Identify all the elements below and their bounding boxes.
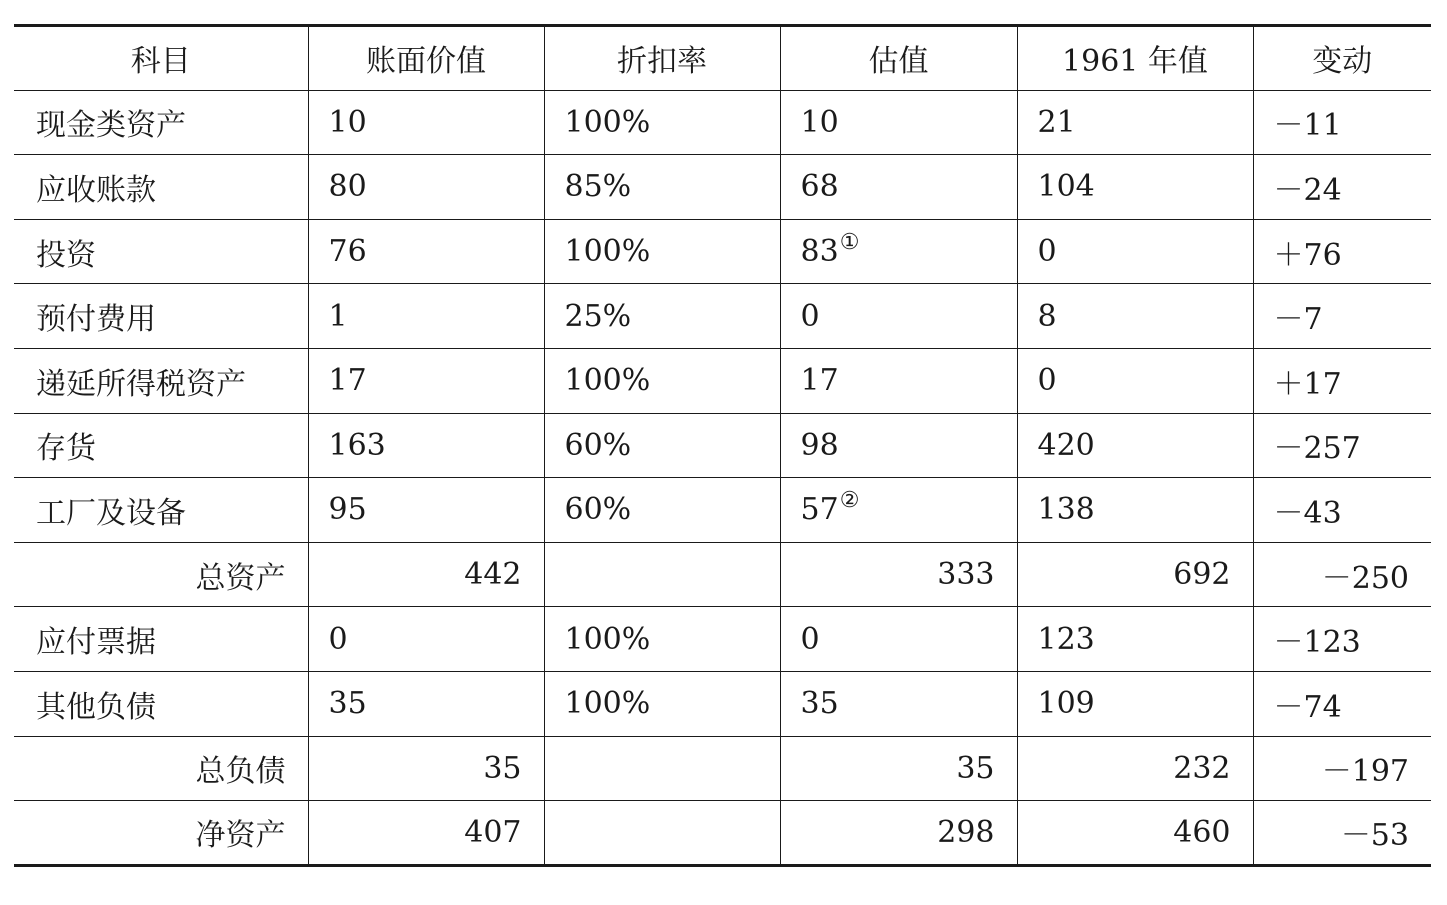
change-cell: ＋76 [1253, 219, 1431, 284]
discount-rate-cell: 60% [544, 478, 780, 543]
change-cell: －257 [1253, 413, 1431, 478]
subtotal-row [14, 542, 1431, 607]
table-row [14, 219, 1431, 284]
header-book-value: 账面价值 [308, 26, 544, 91]
account-cell: 存货 [14, 413, 308, 478]
discount-rate-cell: 85% [544, 155, 780, 220]
estimated-value-cell [780, 284, 1017, 349]
change-cell: －7 [1253, 284, 1431, 349]
estimated-value-cell [780, 90, 1017, 155]
change-cell: －43 [1253, 478, 1431, 543]
discount-rate-cell: 100% [544, 348, 780, 413]
estimated-value-text: 83 [800, 234, 839, 270]
table-row [14, 348, 1431, 413]
change-cell: －11 [1253, 90, 1431, 155]
change-cell: －53 [1253, 801, 1431, 866]
discount-rate-cell [544, 736, 780, 801]
discount-rate-cell: 100% [544, 607, 780, 672]
table-row [14, 284, 1431, 349]
value-1961-cell: 0 [1017, 348, 1253, 413]
header-account: 科目 [130, 44, 191, 80]
change-cell: －24 [1253, 155, 1431, 220]
book-value-cell: 407 [308, 801, 544, 866]
book-value-cell: 76 [308, 219, 544, 284]
header-change: 变动 [1253, 26, 1431, 91]
book-value-cell: 17 [308, 348, 544, 413]
table-row [14, 478, 1431, 543]
value-1961-cell: 21 [1017, 90, 1253, 155]
value-1961-cell: 420 [1017, 413, 1253, 478]
estimated-value-cell [780, 607, 1017, 672]
estimated-value-text: 0 [800, 298, 820, 334]
subtotal-row [14, 801, 1431, 866]
estimated-value-cell [780, 413, 1017, 478]
table-row [14, 155, 1431, 220]
account-cell: 应收账款 [14, 155, 308, 220]
value-1961-cell: 109 [1017, 671, 1253, 736]
table-row [14, 413, 1431, 478]
book-value-cell: 442 [308, 542, 544, 607]
discount-rate-cell: 100% [544, 219, 780, 284]
estimated-value-text: 333 [937, 557, 995, 593]
discount-rate-cell: 25% [544, 284, 780, 349]
subtotal-row [14, 736, 1431, 801]
header-1961-value: 1961 年值 [1017, 26, 1253, 91]
table-body [14, 90, 1431, 865]
account-cell: 净资产 [14, 801, 308, 866]
account-cell: 预付费用 [14, 284, 308, 349]
discount-rate-cell: 100% [544, 671, 780, 736]
estimated-value-cell [780, 348, 1017, 413]
account-cell: 总负债 [14, 736, 308, 801]
estimated-value-cell [780, 801, 1017, 866]
change-cell: －197 [1253, 736, 1431, 801]
change-cell: －123 [1253, 607, 1431, 672]
account-cell: 投资 [14, 219, 308, 284]
discount-rate-cell: 100% [544, 90, 780, 155]
balance-sheet-valuation [14, 24, 1431, 867]
table-row [14, 607, 1431, 672]
book-value-cell: 95 [308, 478, 544, 543]
estimated-value-cell [780, 736, 1017, 801]
account-cell: 应付票据 [14, 607, 308, 672]
table-row [14, 90, 1431, 155]
estimated-value-text: 35 [956, 750, 995, 786]
value-1961-cell: 104 [1017, 155, 1253, 220]
book-value-cell: 1 [308, 284, 544, 349]
book-value-cell: 80 [308, 155, 544, 220]
estimated-value-text: 35 [800, 686, 839, 722]
discount-rate-cell [544, 542, 780, 607]
estimated-value-text: 98 [800, 427, 839, 463]
value-1961-cell: 138 [1017, 478, 1253, 543]
value-1961-cell: 460 [1017, 801, 1253, 866]
account-cell: 其他负债 [14, 671, 308, 736]
estimated-value-cell [780, 219, 1017, 284]
valuation-table [14, 24, 1431, 867]
estimated-value-cell [780, 155, 1017, 220]
book-value-cell: 35 [308, 671, 544, 736]
header-discount-rate: 折扣率 [544, 26, 780, 91]
book-value-cell: 0 [308, 607, 544, 672]
estimated-value-text: 17 [800, 363, 839, 399]
value-1961-cell: 232 [1017, 736, 1253, 801]
value-1961-cell: 0 [1017, 219, 1253, 284]
estimated-value-text: 57 [800, 492, 839, 528]
change-cell: －74 [1253, 671, 1431, 736]
change-cell: ＋17 [1253, 348, 1431, 413]
estimated-value-text: 298 [937, 814, 995, 850]
value-1961-cell: 8 [1017, 284, 1253, 349]
value-1961-cell: 692 [1017, 542, 1253, 607]
footnote-marker: ② [839, 488, 860, 514]
footnote-marker: ① [839, 230, 860, 256]
estimated-value-cell [780, 542, 1017, 607]
header-estimated-value: 估值 [780, 26, 1017, 91]
discount-rate-cell: 60% [544, 413, 780, 478]
account-cell: 现金类资产 [14, 90, 308, 155]
account-cell: 递延所得税资产 [14, 348, 308, 413]
change-cell: －250 [1253, 542, 1431, 607]
discount-rate-cell [544, 801, 780, 866]
book-value-cell: 163 [308, 413, 544, 478]
estimated-value-text: 10 [800, 104, 839, 140]
book-value-cell: 35 [308, 736, 544, 801]
account-cell: 工厂及设备 [14, 478, 308, 543]
account-cell: 总资产 [14, 542, 308, 607]
estimated-value-cell [780, 671, 1017, 736]
value-1961-cell: 123 [1017, 607, 1253, 672]
estimated-value-text: 68 [800, 169, 839, 205]
table-row [14, 671, 1431, 736]
book-value-cell: 10 [308, 90, 544, 155]
estimated-value-text: 0 [800, 621, 820, 657]
estimated-value-cell [780, 478, 1017, 543]
header-row [14, 26, 1431, 91]
